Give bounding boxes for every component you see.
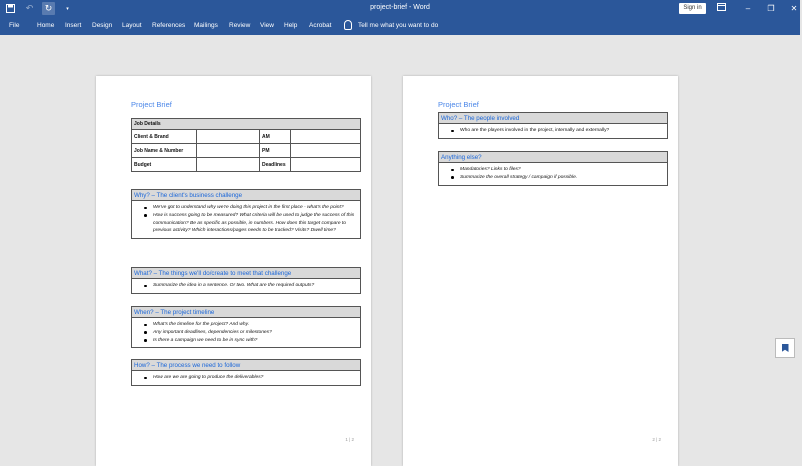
section-heading: When? – The project timeline [132, 307, 360, 318]
page-2[interactable] [403, 76, 678, 466]
list-item: We've got to understand why we're doing this project in the first place - what's the point? [144, 204, 356, 212]
section-who [438, 112, 668, 139]
table-cell[interactable] [197, 158, 260, 172]
table-row [132, 144, 361, 158]
table-cell[interactable] [291, 130, 361, 144]
tab-home[interactable]: Home [37, 22, 55, 29]
table-label: AM [260, 130, 291, 144]
redo-icon[interactable]: ↻ [42, 2, 55, 15]
tab-help[interactable]: Help [284, 22, 298, 29]
section-why [131, 189, 361, 239]
ribbon-display-options-icon[interactable] [713, 2, 729, 15]
ribbon-tab-bar [0, 17, 800, 35]
list-item: Who are the players involved in the project, internally and externally? [451, 127, 663, 135]
section-anything-else [438, 151, 668, 186]
title-bar [0, 0, 800, 17]
tab-insert[interactable]: Insert [65, 22, 82, 29]
list-item: Summarize the idea in a sentence. Or two. What are the required outputs? [144, 282, 356, 290]
tab-review[interactable]: Review [229, 22, 251, 29]
comment-pane-button[interactable] [775, 338, 795, 358]
page-number: 1 | 2 [345, 437, 354, 442]
minimize-icon[interactable]: – [745, 4, 751, 13]
tab-file[interactable]: File [9, 22, 20, 29]
tab-view[interactable]: View [260, 22, 274, 29]
section-heading: Who? – The people involved [439, 113, 667, 124]
table-row [132, 158, 361, 172]
page-title: Project Brief [438, 100, 479, 109]
list-item: What's the timeline for the project? And why. [144, 321, 356, 329]
list-item: Is there a campaign we need to be in sync with? [144, 337, 356, 345]
list-item: How is success going to be measured? What criteria will be used to judge the success of this communication? Be as specific as possible, in numbers. How does this target compare to previous activity? Which interactions/pages needs to be tracked? Visits? Dwell time? [144, 212, 356, 235]
table-label: PM [260, 144, 291, 158]
tab-acrobat[interactable]: Acrobat [309, 22, 332, 29]
section-what [131, 267, 361, 294]
tell-me-label: Tell me what you want to do [358, 21, 439, 29]
tab-mailings[interactable]: Mailings [194, 22, 218, 29]
bookmark-icon [782, 344, 789, 352]
list-item: Summarize the overall strategy / campaign if possible. [451, 174, 663, 182]
tell-me-search[interactable] [344, 20, 438, 30]
job-details-table [131, 118, 361, 172]
close-icon[interactable]: ✕ [790, 4, 798, 13]
table-cell[interactable] [291, 144, 361, 158]
page-1[interactable] [96, 76, 371, 466]
table-row [132, 130, 361, 144]
customize-toolbar-icon[interactable]: ▾ [66, 5, 69, 12]
section-heading: Why? – The client's business challenge [132, 190, 360, 201]
lightbulb-icon [344, 20, 352, 30]
list-item: How are we are going to produce the deliverables? [144, 374, 356, 382]
undo-icon[interactable]: ↶ [25, 3, 34, 13]
table-label: Deadlines [260, 158, 291, 172]
table-cell[interactable] [291, 158, 361, 172]
table-cell[interactable] [197, 144, 260, 158]
list-item: Mandatories? Links to files? [451, 166, 663, 174]
list-item: Any important deadlines, dependencies or milestones? [144, 329, 356, 337]
page-title: Project Brief [131, 100, 172, 109]
section-heading: How? – The process we need to follow [132, 360, 360, 371]
window-title: project-brief - Word [370, 4, 430, 11]
section-when [131, 306, 361, 348]
tab-references[interactable]: References [152, 22, 186, 29]
job-details-header: Job Details [132, 119, 361, 130]
sign-in-button[interactable]: Sign in [679, 3, 706, 14]
section-how [131, 359, 361, 386]
tab-design[interactable]: Design [92, 22, 113, 29]
section-heading: What? – The things we'll do/create to meet that challenge [132, 268, 360, 279]
table-label: Budget [132, 158, 197, 172]
document-canvas[interactable] [0, 35, 800, 442]
page-number: 2 | 2 [652, 437, 661, 442]
restore-icon[interactable]: ❐ [767, 4, 775, 13]
section-heading: Anything else? [439, 152, 667, 163]
table-label: Job Name & Number [132, 144, 197, 158]
table-label: Client & Brand [132, 130, 197, 144]
tab-layout[interactable]: Layout [122, 22, 142, 29]
table-cell[interactable] [197, 130, 260, 144]
